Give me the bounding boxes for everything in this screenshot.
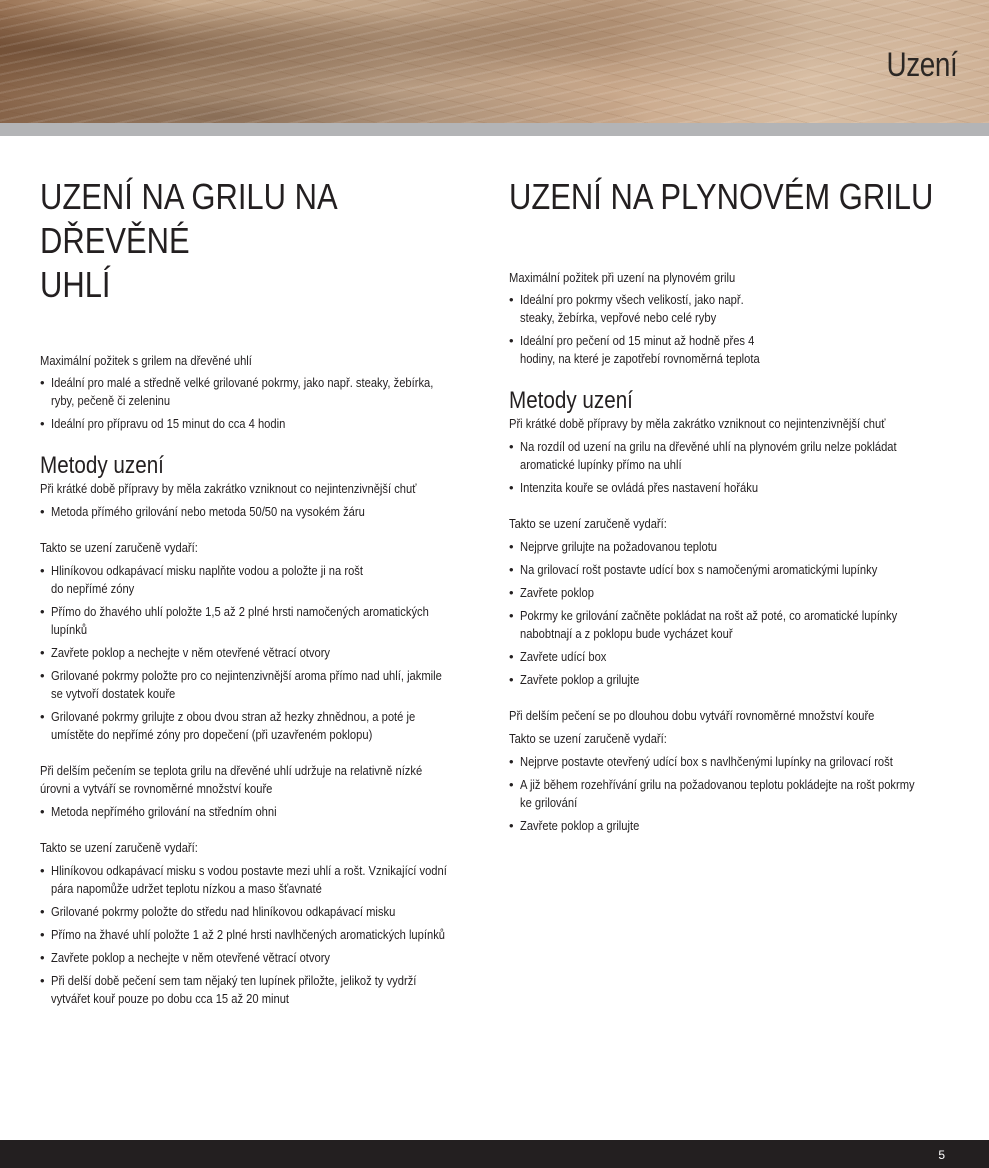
bullet-item (509, 291, 959, 327)
bullet-line: ke grilování (520, 795, 578, 810)
charcoal-smoking-title (40, 175, 479, 307)
methods-heading: Metody uzení (509, 387, 633, 414)
bullet-line: • Zavřete poklop a nechejte v něm otevřené větrací otvory (51, 645, 331, 660)
page-number: 5 (938, 1148, 945, 1162)
long-cooking-intro: Při delším pečením se teplota grilu na dřevěné uhlí udržuje na relativně nízké (40, 763, 423, 778)
steps-bullet-list (509, 753, 959, 835)
bullet-item (40, 667, 480, 703)
success-heading: Takto se uzení zaručeně vydaří: (509, 516, 667, 531)
bullet-item (509, 561, 959, 579)
success-heading: Takto se uzení zaručeně vydaří: (40, 840, 198, 855)
long-cooking-intro: Při delším pečení se po dlouhou dobu vytváří rovnoměrné množství kouře (509, 708, 875, 723)
methods-intro: Při krátké době přípravy by měla zakrátko vzniknout co nejintenzivnější chuť (509, 416, 886, 431)
steps-bullet-list (509, 538, 959, 689)
success-heading: Takto se uzení zaručeně vydaří: (509, 731, 667, 746)
bullet-line: • Přímo na žhavé uhlí položte 1 až 2 plné hrsti navlhčených aromatických lupínků (51, 927, 446, 942)
bullet-line: • Grilované pokrmy položte pro co nejintenzivnější aroma přímo nad uhlí, jakmile (51, 668, 442, 683)
section-title: Uzení (886, 46, 957, 84)
bullet-line: • Hliníkovou odkapávací misku s vodou postavte mezi uhlí a rošt. Vznikající vodní (51, 863, 447, 878)
bullet-item (40, 503, 480, 521)
bullet-line: pára napomůže udržet teplotu nízkou a maso šťavnaté (51, 881, 322, 896)
bullet-item (40, 862, 480, 898)
bullet-item (40, 562, 480, 598)
success-heading: Takto se uzení zaručeně vydaří: (40, 540, 198, 555)
bullet-item (40, 949, 480, 967)
bullet-line: • Metoda přímého grilování nebo metoda 50/50 na vysokém žáru (51, 504, 365, 519)
bullet-line: umístěte do nepřímé zóny pro dopečení (při uzavřeném poklopu) (51, 727, 373, 742)
bullet-line: • Grilované pokrmy grilujte z obou dvou stran až hezky zhnědnou, a poté je (51, 709, 416, 724)
bullet-line: • A již během rozehřívání grilu na požadovanou teplotu pokládejte na rošt pokrmy (520, 777, 915, 792)
bullet-item (40, 415, 480, 433)
bullet-item (509, 776, 959, 812)
bullet-line: • Zavřete poklop a nechejte v něm otevřené větrací otvory (51, 950, 331, 965)
long-cooking-intro-line2: úrovni a vytváří se rovnoměrné množství kouře (40, 781, 273, 796)
bullet-line: • Grilované pokrmy položte do středu nad hliníkovou odkapávací misku (51, 904, 396, 919)
steps-bullet-list (40, 562, 480, 744)
gas-smoking-column (509, 175, 959, 840)
bullet-item (509, 671, 959, 689)
bullet-item (40, 803, 480, 821)
bullet-line: aromatické lupínky přímo na uhlí (520, 457, 682, 472)
bullet-line: • Hliníkovou odkapávací misku naplňte vodou a položte ji na rošt (51, 563, 363, 578)
bullet-item (40, 374, 480, 410)
bullet-line: steaky, žebírka, vepřové nebo celé ryby (520, 310, 717, 325)
bullet-line: • Nejprve postavte otevřený udící box s navlhčenými lupínky na grilovací rošt (520, 754, 893, 769)
bullet-item (40, 603, 480, 639)
bullet-line: nabobtnají a z poklopu bude vycházet kouř (520, 626, 733, 641)
bullet-line: • Intenzita kouře se ovládá přes nastavení hořáku (520, 480, 759, 495)
bullet-item (40, 708, 480, 744)
bullet-line: • Nejprve grilujte na požadovanou teplotu (520, 539, 718, 554)
intro-text: Maximální požitek s grilem na dřevěné uhlí (40, 353, 252, 368)
title-line: UHLÍ (40, 264, 111, 305)
bullet-line: • Zavřete poklop a grilujte (520, 672, 640, 687)
intro-text: Maximální požitek při uzení na plynovém grilu (509, 270, 736, 285)
bullet-line: • Zavřete poklop a grilujte (520, 818, 640, 833)
bullet-line: • Zavřete poklop (520, 585, 594, 600)
bullet-line: ryby, pečeně či zeleninu (51, 393, 171, 408)
bullet-line: • Ideální pro pečení od 15 minut až hodně přes 4 (520, 333, 755, 348)
bullet-item (40, 972, 480, 1008)
bullet-line: do nepřímé zóny (51, 581, 135, 596)
charcoal-smoking-column (40, 175, 480, 1013)
header-banner (0, 0, 989, 123)
bullet-line: hodiny, na které je zapotřebí rovnoměrná teplota (520, 351, 760, 366)
bullet-item (509, 584, 959, 602)
bullet-line: • Ideální pro přípravu od 15 minut do cca 4 hodin (51, 416, 286, 431)
bullet-line: • Ideální pro malé a středně velké grilované pokrmy, jako např. steaky, žebírka, (51, 375, 434, 390)
methods-intro: Při krátké době přípravy by měla zakrátko vzniknout co nejintenzivnější chuť (40, 481, 417, 496)
header-divider-bar (0, 123, 989, 136)
intro-bullet-list (40, 374, 480, 433)
bullet-line: se vytvoří dostatek kouře (51, 686, 176, 701)
bullet-line: • Při delší době pečení sem tam nějaký ten lupínek přiložte, jelikož ty vydrží (51, 973, 417, 988)
footer-bar (0, 1140, 989, 1168)
bullet-line: vytvářet kouř pouze po dobu cca 15 až 20 minut (51, 991, 290, 1006)
title-line: UZENÍ NA GRILU NA DŘEVĚNÉ (40, 176, 336, 261)
steps-bullet-list (40, 862, 480, 1008)
bullet-item (509, 607, 959, 643)
methods-bullet-list (40, 503, 480, 521)
bullet-item (509, 538, 959, 556)
bullet-line: lupínků (51, 622, 88, 637)
bullet-item (40, 644, 480, 662)
bullet-line: • Na grilovací rošt postavte udící box s namočenými aromatickými lupínky (520, 562, 878, 577)
bullet-line: • Ideální pro pokrmy všech velikostí, jako např. (520, 292, 744, 307)
bullet-line: • Metoda nepřímého grilování na středním ohni (51, 804, 277, 819)
bullet-item (509, 479, 959, 497)
bullet-line: • Zavřete udící box (520, 649, 607, 664)
bullet-item (509, 753, 959, 771)
gas-smoking-title: UZENÍ NA PLYNOVÉM GRILU (509, 176, 934, 217)
bullet-line: • Pokrmy ke grilování začněte pokládat na rošt až poté, co aromatické lupínky (520, 608, 898, 623)
bullet-item (509, 438, 959, 474)
bullet-item (40, 926, 480, 944)
bullet-item (509, 648, 959, 666)
long-cooking-bullet-list (40, 803, 480, 821)
methods-bullet-list (509, 438, 959, 497)
intro-bullet-list (509, 291, 959, 368)
bullet-line: • Přímo do žhavého uhlí položte 1,5 až 2 plné hrsti namočených aromatických (51, 604, 429, 619)
bullet-line: • Na rozdíl od uzení na grilu na dřevěné uhlí na plynovém grilu nelze pokládat (520, 439, 897, 454)
bullet-item (40, 903, 480, 921)
bullet-item (509, 332, 959, 368)
bullet-item (509, 817, 959, 835)
methods-heading: Metody uzení (40, 452, 164, 479)
